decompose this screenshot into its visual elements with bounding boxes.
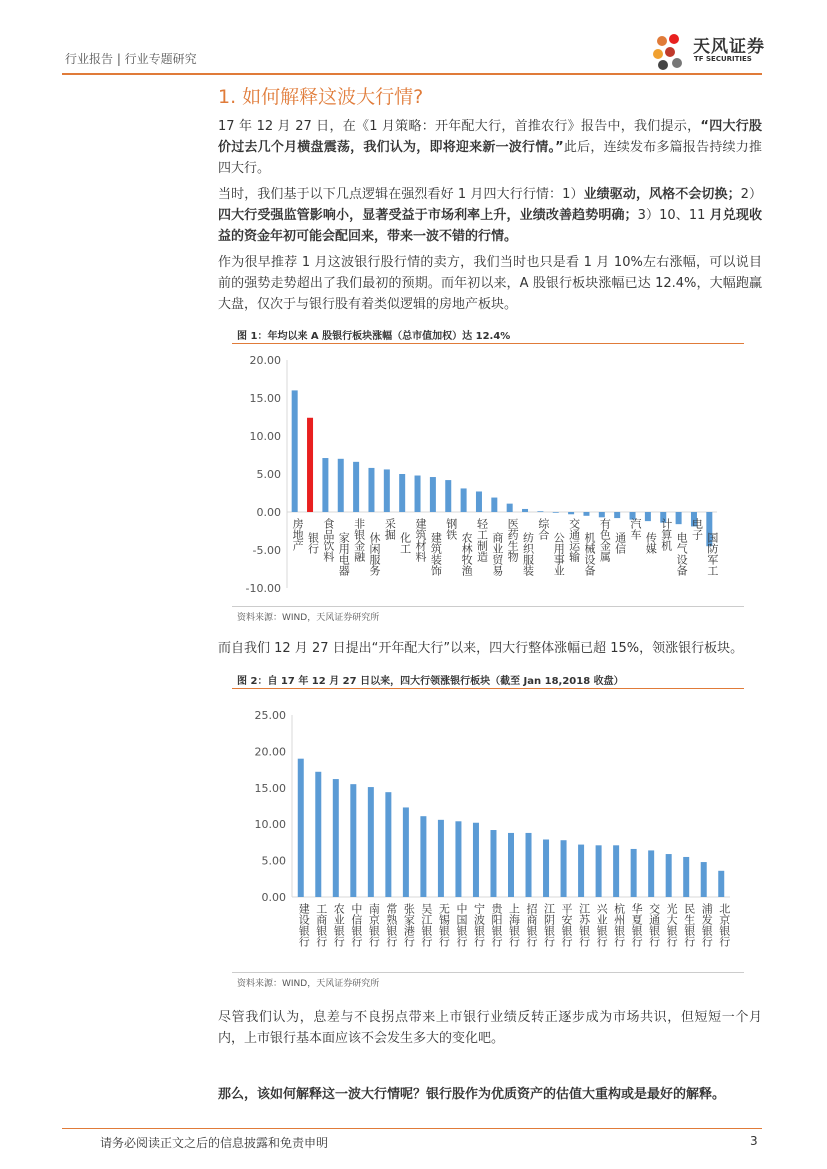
chart1-bar [445,480,451,512]
p2-text-a: 当时，我们基于以下几点逻辑在强烈看好 1 月四大行行情：1） [218,187,584,202]
chart2-bar [473,823,479,897]
chart2-category-label: 杭州银行 [612,903,626,947]
chart2-category-label: 常熟银行 [384,903,398,947]
chart2-bar [350,784,356,897]
chart1-bar [676,512,682,524]
chart1-category-label: 采掘 [383,518,397,540]
chart1-bar [614,512,620,518]
chart1-category-label: 化工 [398,532,412,554]
chart2-category-label: 兴业银行 [595,903,609,947]
chart2-bar [490,830,496,897]
chart1-bar [645,512,651,521]
chart2-category-label: 北京银行 [717,903,731,947]
chart2-ytick: 0.00 [261,891,286,904]
chart1-bar [322,458,328,512]
chart1-category-label: 商业贸易 [490,532,504,576]
chart1-bar [368,468,374,512]
chart1-ytick: 0.00 [256,506,281,519]
chart1-ytick: 15.00 [249,392,281,405]
header-divider [62,73,762,75]
chart1-ytick: 10.00 [249,430,281,443]
chart1-bar [430,477,436,512]
chart2-bar [420,816,426,897]
figure2-chart [232,697,744,972]
chart2-bar [508,833,514,897]
chart2-bar [666,854,672,897]
chart2-bar [526,833,532,897]
chart1-category-label: 电气设备 [675,532,689,576]
chart2-category-label: 招商银行 [525,903,539,947]
chart1-category-label: 房地产 [291,518,305,551]
figure1-chart [232,350,744,605]
figure2-source: 资料来源：WIND，天风证券研究所 [237,979,380,989]
chart2-bar [718,871,724,897]
chart2-bar [701,862,707,897]
chart2-bar [385,792,391,897]
chart1-bar [415,476,421,512]
chart1-category-label: 纺织服装 [521,532,535,576]
chart2-category-label: 建设银行 [297,903,311,947]
chart2-category-label: 光大银行 [665,903,679,947]
chart2-category-label: 江阴银行 [542,903,556,947]
chart2-category-label: 宁波银行 [472,903,486,947]
footer-disclaimer: 请务必阅读正文之后的信息披露和免责申明 [100,1136,329,1150]
chart2-ytick: 25.00 [254,709,286,722]
figure2-top-line [232,688,744,689]
chart2-category-label: 吴江银行 [419,903,433,947]
chart2-category-label: 无锡银行 [437,903,451,947]
chart2-bar [333,779,339,897]
chart2-category-label: 农业银行 [332,903,346,947]
chart1-category-label: 医药生物 [506,518,520,562]
chart1-category-label: 建筑装饰 [429,532,443,576]
logo-sub: TF SECURITIES [694,55,752,63]
p2-text-c: 2） [740,187,762,202]
chart1-bar [399,474,405,512]
chart2-category-label: 华夏银行 [630,903,644,947]
chart2-category-label: 工商银行 [314,903,328,947]
chart2-bar [561,840,567,897]
chart1-category-label: 有色金属 [598,518,612,562]
p2-text-d: 四大行受强监管影响小，显著受益于市场利率上升，业绩改善趋势明确； [218,208,638,223]
chart1-ytick: 5.00 [256,468,281,481]
chart1-category-label: 机械设备 [582,532,596,576]
chart2-category-label: 中国银行 [454,903,468,947]
chart1-bar [583,512,589,516]
chart2-ytick: 10.00 [254,818,286,832]
chart2-bar [315,772,321,897]
chart1-bar [461,488,467,512]
chart2-bar [438,820,444,897]
figure1-caption: 图 1：年均以来 A 股银行板块涨幅（总市值加权）达 12.4% [237,331,511,342]
chart1-category-label: 家用电器 [337,532,351,576]
chart2-bar [298,759,304,897]
chart1-bar [507,504,513,512]
chart1-category-label: 食品饮料 [321,518,335,562]
figure2-caption: 图 2：自 17 年 12 月 27 日以来，四大行领涨银行板块（截至 Jan 18,2018 收盘） [237,676,624,687]
chart1-bar [568,512,574,514]
paragraph-1 [218,116,762,179]
chart1-category-label: 综合 [536,518,550,540]
chart2-ytick: 15.00 [254,781,286,795]
chart2-ytick: 20.00 [254,745,286,759]
chart2-bar [613,845,619,897]
logo-mark-icon [650,32,690,72]
chart2-bar [683,857,689,897]
p2-text-e: 3）10、11 [637,208,710,223]
company-logo [650,32,770,72]
page-number: 3 [750,1134,758,1148]
chart2-bar [368,787,374,897]
chart2-bar [631,849,637,897]
chart1-bar [553,512,559,513]
p1-text-a: 17 年 12 月 27 日，在《1 月策略：开年配大行，首推农行》报告中，我们提示， [218,119,701,134]
chart1-category-label: 建筑材料 [414,518,428,562]
chart1-bar [599,512,605,517]
chart1-category-label: 汽车 [629,518,643,540]
chart2-category-label: 江苏银行 [577,903,591,947]
chart1-category-label: 轻工制造 [475,518,489,562]
chart2-bar [648,850,654,897]
figure1-source: 资料来源：WIND，天风证券研究所 [237,613,380,623]
chart1-category-label: 计算机 [659,518,673,551]
footer-divider [62,1128,762,1129]
paragraph-6: 那么，该如何解释这一波大行情呢？银行股作为优质资产的估值大重构或是最好的解释。 [218,1087,726,1102]
chart1-ytick: -10.00 [245,582,281,595]
chart1-category-label: 传媒 [644,532,658,554]
chart1-bar [292,390,298,512]
chart1-category-label: 非银金融 [352,518,366,562]
chart1-category-label: 电子 [690,518,704,540]
chart1-category-label: 农林牧渔 [460,532,474,576]
paragraph-2 [218,184,762,247]
chart1-category-label: 通信 [613,532,627,554]
chart2-bar [543,839,549,897]
chart1-bar [307,418,313,512]
chart1-bar [338,459,344,512]
figure1-source-line [232,606,744,607]
chart2-category-label: 贵阳银行 [489,903,503,947]
chart2-category-label: 交通银行 [647,903,661,947]
logo-name: 天风证券 [693,37,765,57]
chart2-bar [455,821,461,897]
p1-text-b: “四大行股价过去几个月横盘震荡，我们认为，即将迎来新一波行情。” [218,119,762,155]
report-type-label: 行业报告 | 行业专题研究 [65,52,197,66]
chart1-bar [522,509,528,512]
chart1-bar [537,511,543,512]
chart2-category-label: 浦发银行 [700,903,714,947]
chart2-category-label: 张家港行 [402,903,416,947]
chart1-category-label: 公用事业 [552,532,566,576]
paragraph-4: 而自我们 12 月 27 日提出“开年配大行”以来，四大行整体涨幅已超 15%，领涨银行板块。 [218,641,744,656]
chart1-bar [384,469,390,512]
chart1-bar [353,462,359,512]
chart1-category-label: 钢铁 [444,518,458,540]
chart1-category-label: 交通运输 [567,518,581,562]
figure2-source-line [232,972,744,973]
paragraph-3: 作为很早推荐 1 月这波银行股行情的卖方，我们当时也只是看 1 月 10%左右涨幅，可以说目前的强势走势超出了我们最初的预期。而年初以来，A 股银行板块涨幅已达 12.4%，大幅跑赢大盘，仅次于与银行股有着类似逻辑的房地产板块。 [218,255,762,312]
section-title: 1. 如何解释这波大行情? [218,86,424,108]
p1-text-c: 此后，连续发布多篇报告持续力推四大行。 [218,140,762,176]
chart1-category-label: 国防军工 [705,532,719,576]
chart2-ytick: 5.00 [261,854,286,868]
chart1-ytick: -5.00 [252,544,281,557]
p2-text-f: 月兑现收益的资金年初可能会配回来，带来一波不错的行情。 [218,208,762,244]
chart1-ytick: 20.00 [249,354,281,367]
chart2-category-label: 平安银行 [560,903,574,947]
chart2-category-label: 上海银行 [507,903,521,947]
chart1-category-label: 休闲服务 [367,532,381,576]
chart2-category-label: 中信银行 [349,903,363,947]
paragraph-5: 尽管我们认为，息差与不良拐点带来上市银行业绩反转正逐步成为市场共识，但短短一个月内，上市银行基本面应该不会发生多大的变化吧。 [218,1010,762,1046]
chart1-category-label: 银行 [306,532,320,554]
chart2-bar [578,845,584,897]
figure1-top-line [232,343,744,344]
p2-text-b: 业绩驱动，风格不会切换； [583,187,741,202]
chart1-bar [476,491,482,512]
chart2-bar [596,845,602,897]
chart1-bar [491,498,497,512]
chart2-bar [403,807,409,897]
chart2-category-label: 南京银行 [367,903,381,947]
chart2-category-label: 民生银行 [682,903,696,947]
